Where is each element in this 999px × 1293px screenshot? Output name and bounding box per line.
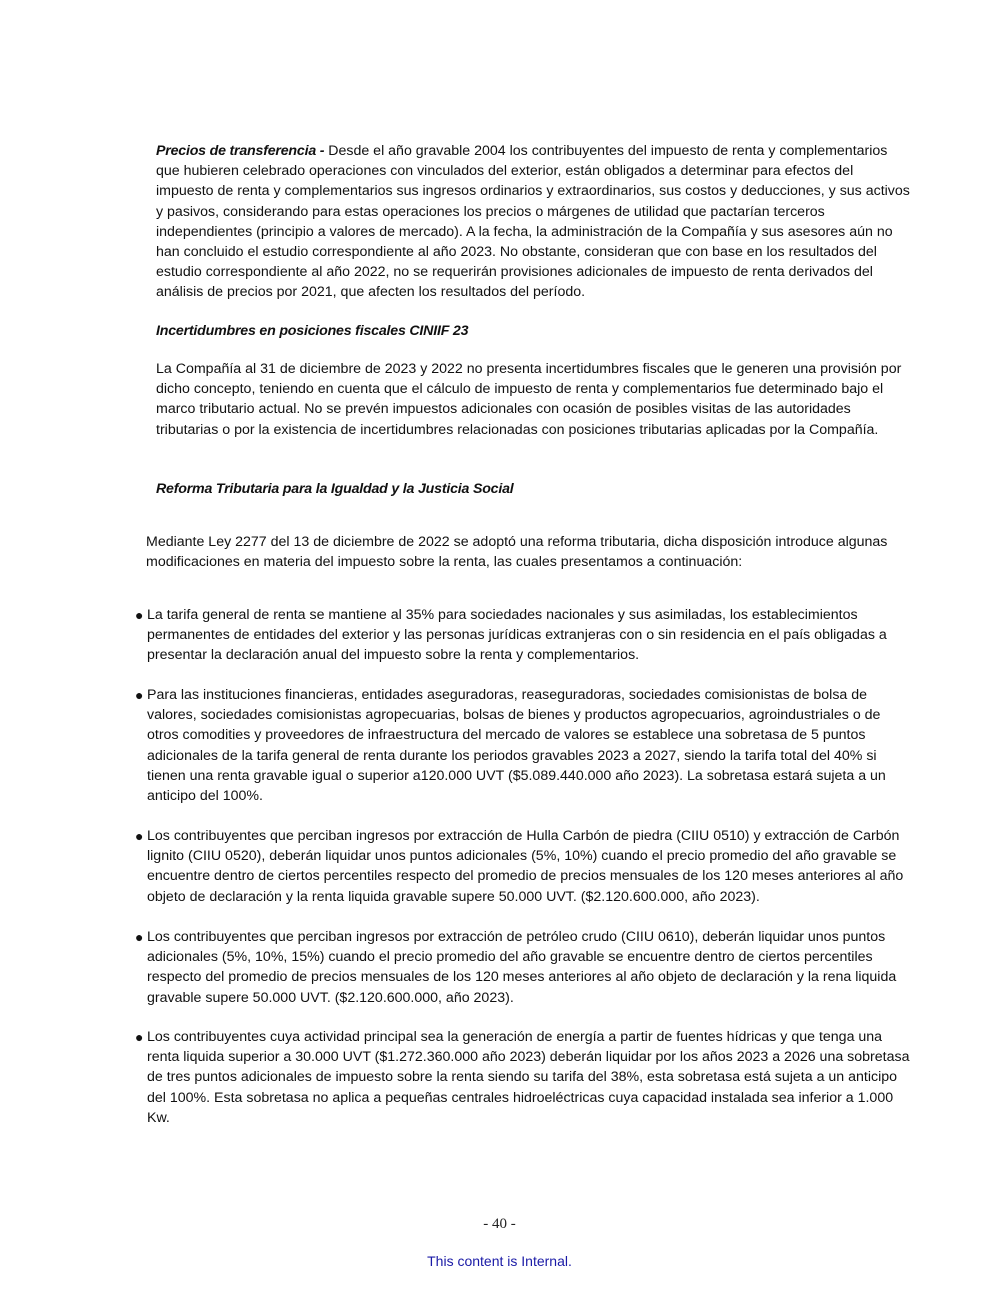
list-item-text: Los contribuyentes que perciban ingresos por extracción de Hulla Carbón de piedra (CIIU 0510) y extracción de Carbón lignito (CIIU 0520), deberán liquidar unos puntos adicionales (5%, 10%) cuando el precio promedio del año gravable se encuentre dentro de ciertos percentiles respecto del promedio de precios mensuales de los 120 meses anteriores al año objeto de declaración y la renta liquida gravable supere 50.000 UVT. ($2.120.600.000, año 2023). <box>147 828 904 905</box>
uncertainties-heading: Incertidumbres en posiciones fiscales CINIIF 23 <box>156 323 469 339</box>
transfer-pricing-paragraph <box>156 141 912 303</box>
list-item <box>135 826 913 908</box>
bullet-icon: ● <box>135 828 144 844</box>
uncertainties-paragraph: La Compañía al 31 de diciembre de 2023 y 2022 no presenta incertidumbres fiscales que le generen una provisión por dicho concepto, teniendo en cuenta que el cálculo de impuesto de renta y complementarios fue determinado bajo el marco tributario actual. No se prevén impuestos adicionales con ocasión de posibles visitas de las autoridades tributarias o por la existencia de incertidumbres relacionadas con posiciones tributarias aplicadas por la Compañía. <box>156 361 902 438</box>
list-item <box>135 685 913 807</box>
classification-label: This content is Internal. <box>427 1253 572 1269</box>
tax-reform-heading: Reforma Tributaria para la Igualdad y la Justicia Social <box>156 481 514 497</box>
bullet-icon: ● <box>135 929 144 945</box>
list-item <box>135 1027 913 1129</box>
bullet-icon: ● <box>135 607 144 623</box>
tax-reform-intro: Mediante Ley 2277 del 13 de diciembre de 2022 se adoptó una reforma tributaria, dicha disposición introduce algunas modificaciones en materia del impuesto sobre la renta, las cuales presentamos a continuación: <box>146 534 888 571</box>
bullet-icon: ● <box>135 1029 144 1045</box>
list-item <box>135 605 913 667</box>
list-item-text: Para las instituciones financieras, entidades aseguradoras, reaseguradoras, sociedades comisionistas de bolsa de valores, sociedades comisionistas agropecuarias, bolsas de bienes y productos agropecuarios, agroindustriales o de otros comodities y proveedores de infraestructura del mercado de valores se establece una sobretasa de 5 puntos adicionales de la tarifa general de renta durante los periodos gravables 2023 a 2027, siendo la tarifa total del 40% si tienen una renta gravable igual o superior a120.000 UVT ($5.089.440.000 año 2023). La sobretasa estará sujeta a un anticipo del 100%. <box>147 687 886 805</box>
list-item-text: La tarifa general de renta se mantiene al 35% para sociedades nacionales y sus asimiladas, los establecimientos permanentes de entidades del exterior y las personas jurídicas extranjeras con o sin residencia en el país obligadas a presentar la declaración anual del impuesto sobre la renta y complementarios. <box>147 607 887 664</box>
transfer-pricing-title: Precios de transferencia - <box>156 143 325 159</box>
page-number: - 40 - <box>483 1216 516 1232</box>
bullet-icon: ● <box>135 687 144 703</box>
list-item-text: Los contribuyentes que perciban ingresos por extracción de petróleo crudo (CIIU 0610), deberán liquidar unos puntos adicionales (5%, 10%, 15%) cuando el precio promedio del año gravable se encuentre dentro de ciertos percentiles respecto del promedio de precios mensuales de los 120 meses anteriores al año objeto de declaración y la rena liquida gravable supere 50.000 UVT. ($2.120.600.000, año 2023). <box>147 929 897 1006</box>
list-item <box>135 927 913 1009</box>
transfer-pricing-body: Desde el año gravable 2004 los contribuyentes del impuesto de renta y complementarios que hubieren celebrado operaciones con vinculados del exterior, están obligados a determinar para efectos del impuesto de renta y complementarios sus ingresos ordinarios y extraordinarios, sus costos y deducciones, y sus activos y pasivos, considerando para estas operaciones los precios o márgenes de utilidad que pactarían terceros independientes (principio a valores de mercado). A la fecha, la administración de la Compañía y sus asesores aún no han concluido el estudio correspondiente al año 2023. No obstante, consideran que con base en los resultados del estudio correspondiente al año 2022, no se requerirán provisiones adicionales de impuesto de renta derivados del análisis de precios por 2021, que afecten los resultados del período. <box>156 143 910 301</box>
list-item-text: Los contribuyentes cuya actividad principal sea la generación de energía a partir de fuentes hídricas y que tenga una renta liquida superior a 30.000 UVT ($1.272.360.000 año 2023) deberán liquidar por los años 2023 a 2026 una sobretasa de tres puntos adicionales de impuesto sobre la renta siendo su tarifa del 38%, esta sobretasa está sujeta a un anticipo del 100%. Esta sobretasa no aplica a pequeñas centrales hidroeléctricas cuya capacidad instalada sea inferior a 1.000 Kw. <box>147 1029 910 1126</box>
